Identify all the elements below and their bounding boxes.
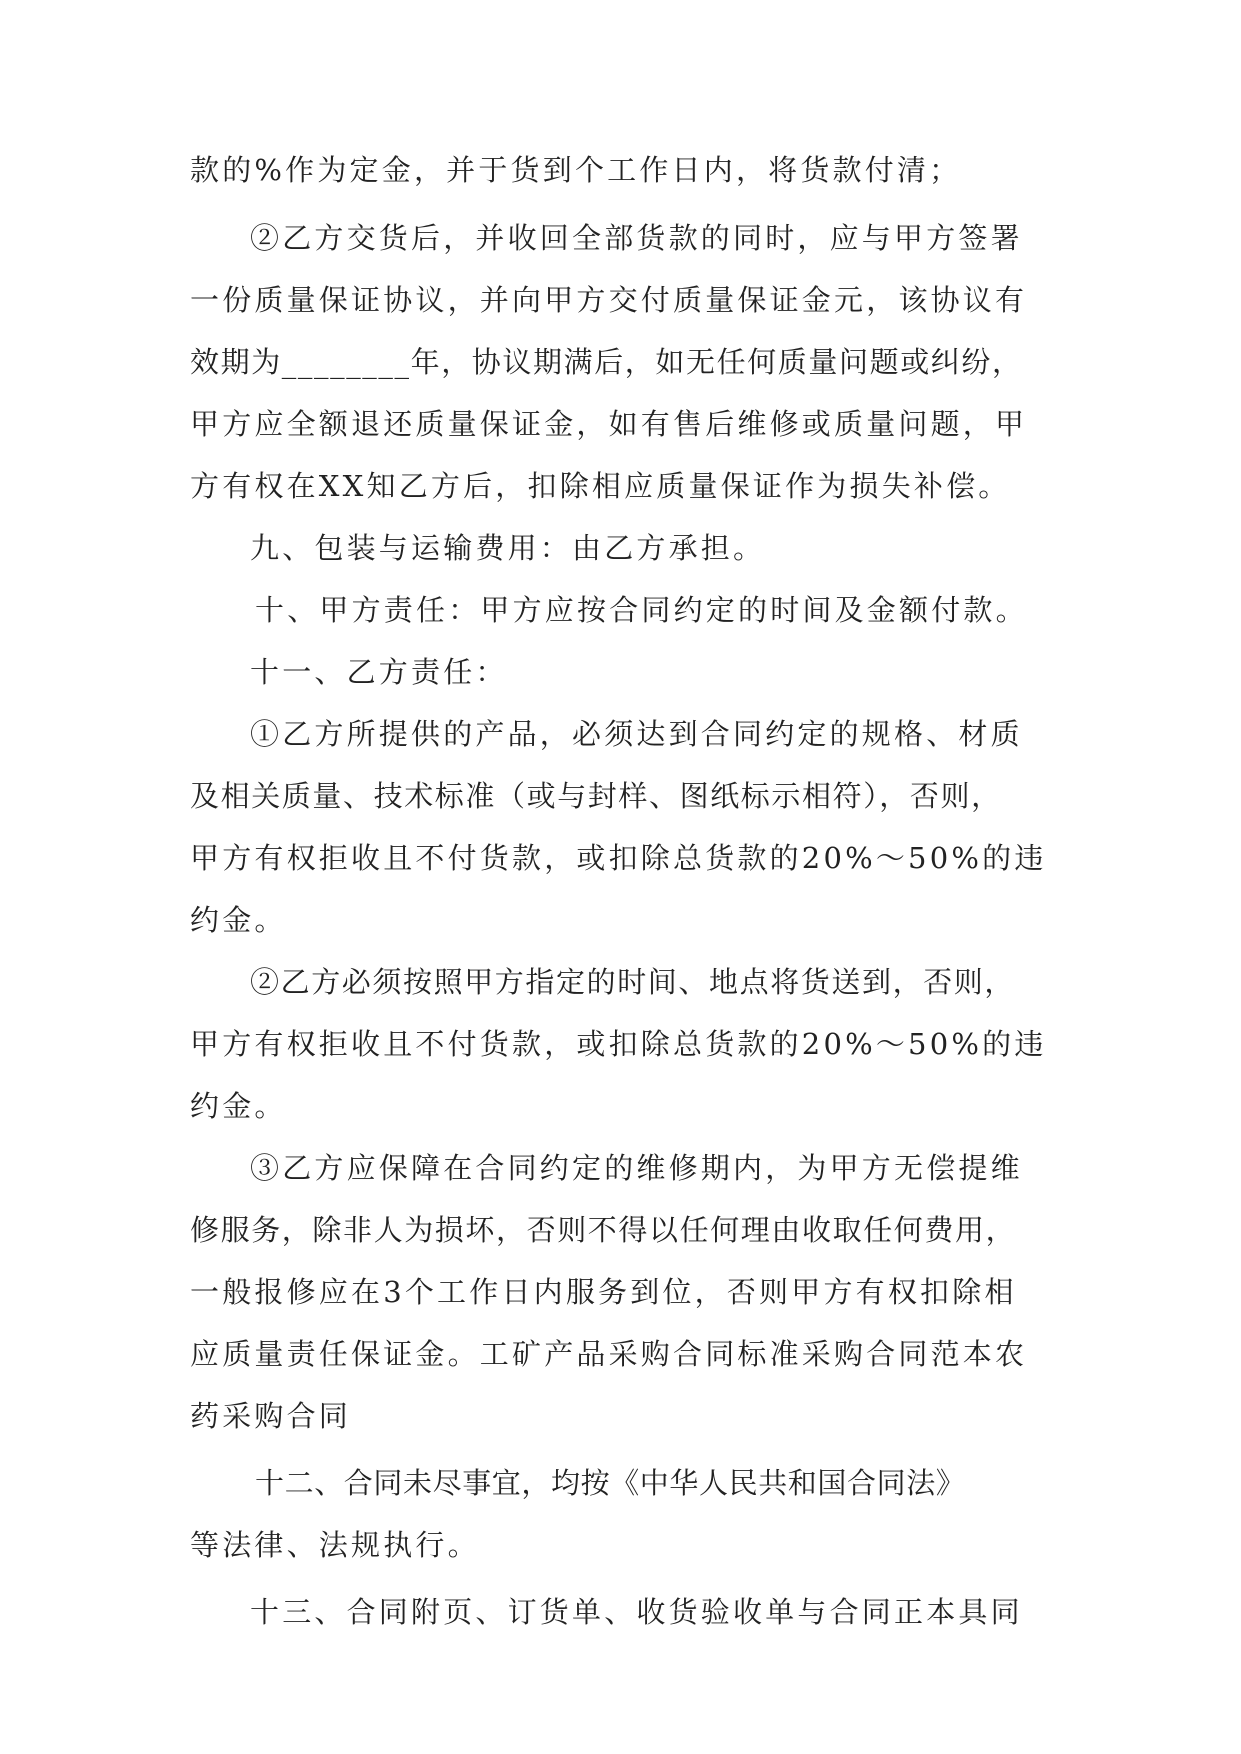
text-line-10: ①乙方所提供的产品，必须达到合同约定的规格、材质	[250, 717, 1023, 751]
text-line-20: 应质量责任保证金。工矿产品采购合同标准采购合同范本农	[190, 1337, 1028, 1371]
text-line-8: 十、甲方责任：甲方应按合同约定的时间及金额付款。	[255, 593, 1028, 627]
text-line-6: 方有权在XX知乙方后，扣除相应质量保证作为损失补偿。	[190, 469, 1011, 503]
text-line-16: 约金。	[190, 1089, 287, 1123]
text-line-19: 一般报修应在3个工作日内服务到位，否则甲方有权扣除相	[190, 1275, 1017, 1309]
text-line-18: 修服务，除非人为损坏，否则不得以任何理由收取任何费用，	[190, 1213, 1017, 1247]
text-line-5: 甲方应全额退还质量保证金，如有售后维修或质量问题，甲	[190, 407, 1028, 441]
text-line-17: ③乙方应保障在合同约定的维修期内，为甲方无偿提维	[250, 1151, 1023, 1185]
text-line-13: 约金。	[190, 903, 287, 937]
text-line-24: 十三、合同附页、订货单、收货验收单与合同正本具同	[250, 1595, 1023, 1629]
text-line-22: 十二、合同未尽事宜，均按《中华人民共和国合同法》	[255, 1466, 966, 1500]
text-line-21: 药采购合同	[190, 1399, 352, 1433]
text-line-1: 款的%作为定金，并于货到个工作日内，将货款付清；	[190, 153, 962, 187]
text-line-9: 十一、乙方责任：	[250, 655, 508, 689]
text-line-3: 一份质量保证协议，并向甲方交付质量保证金元，该协议有	[190, 283, 1028, 317]
text-line-15: 甲方有权拒收且不付货款，或扣除总货款的20%～50%的违	[190, 1027, 1047, 1061]
text-line-23: 等法律、法规执行。	[190, 1528, 480, 1562]
text-line-7: 九、包装与运输费用：由乙方承担。	[250, 531, 766, 565]
text-line-4: 效期为________年，协议期满后，如无任何质量问题或纠纷，	[190, 345, 1023, 379]
text-line-14: ②乙方必须按照甲方指定的时间、地点将货送到，否则，	[250, 965, 1016, 999]
text-line-11: 及相关质量、技术标准（或与封样、图纸标示相符），否则，	[190, 779, 1002, 813]
text-line-2: ②乙方交货后，并收回全部货款的同时，应与甲方签署	[250, 221, 1023, 255]
text-line-12: 甲方有权拒收且不付货款，或扣除总货款的20%～50%的违	[190, 841, 1047, 875]
